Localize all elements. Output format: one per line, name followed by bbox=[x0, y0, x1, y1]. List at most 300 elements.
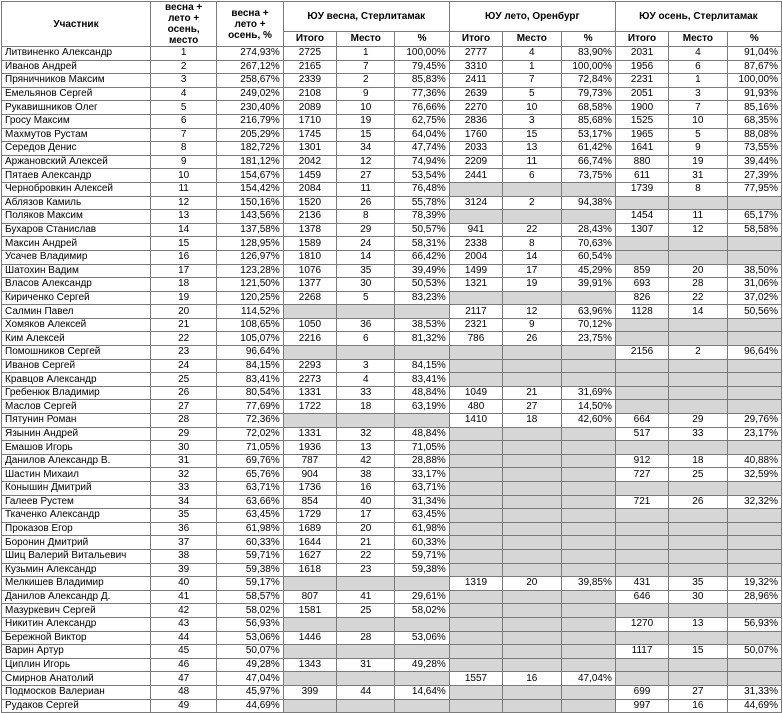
spring-percent-cell bbox=[395, 305, 449, 319]
spring-total-cell: 1689 bbox=[283, 522, 336, 536]
spring-total-cell: 1644 bbox=[283, 536, 336, 550]
autumn-percent-cell: 91,93% bbox=[727, 87, 781, 101]
table-row bbox=[2, 332, 782, 346]
autumn-total-cell bbox=[615, 373, 668, 387]
autumn-percent-cell bbox=[727, 373, 781, 387]
autumn-percent-cell bbox=[727, 672, 781, 686]
summer-percent-cell bbox=[561, 685, 615, 699]
spring-place-cell: 26 bbox=[337, 196, 395, 210]
summer-place-cell bbox=[503, 509, 561, 523]
summer-percent-cell: 60,54% bbox=[561, 250, 615, 264]
participant-name-cell: Максин Андрей bbox=[2, 237, 151, 251]
autumn-total-cell bbox=[615, 563, 668, 577]
subheader-percent: % bbox=[395, 31, 449, 46]
autumn-percent-cell: 37,02% bbox=[727, 291, 781, 305]
spring-total-cell: 1343 bbox=[283, 658, 336, 672]
summer-place-cell: 9 bbox=[503, 318, 561, 332]
summer-total-cell bbox=[449, 509, 502, 523]
autumn-total-cell bbox=[615, 522, 668, 536]
spring-percent-cell: 39,49% bbox=[395, 264, 449, 278]
spring-place-cell: 29 bbox=[337, 223, 395, 237]
total-percent-cell: 105,07% bbox=[217, 332, 283, 346]
autumn-percent-cell: 73,55% bbox=[727, 142, 781, 156]
total-percent-cell: 154,67% bbox=[217, 169, 283, 183]
participant-name-cell: Гросу Максим bbox=[2, 114, 151, 128]
summer-place-cell: 14 bbox=[503, 250, 561, 264]
summer-place-cell: 18 bbox=[503, 414, 561, 428]
spring-percent-cell: 79,45% bbox=[395, 60, 449, 74]
spring-place-cell: 20 bbox=[337, 522, 395, 536]
summer-total-cell: 786 bbox=[449, 332, 502, 346]
table-row bbox=[2, 482, 782, 496]
autumn-place-cell: 25 bbox=[669, 468, 727, 482]
summer-percent-cell bbox=[561, 454, 615, 468]
summer-percent-cell bbox=[561, 699, 615, 713]
total-place-cell: 38 bbox=[150, 549, 216, 563]
summer-total-cell: 1319 bbox=[449, 577, 502, 591]
summer-percent-cell: 42,60% bbox=[561, 414, 615, 428]
total-place-cell: 15 bbox=[150, 237, 216, 251]
autumn-place-cell bbox=[669, 509, 727, 523]
summer-place-cell: 26 bbox=[503, 332, 561, 346]
summer-total-cell: 480 bbox=[449, 400, 502, 414]
autumn-place-cell: 2 bbox=[669, 346, 727, 360]
summer-place-cell bbox=[503, 699, 561, 713]
autumn-place-cell bbox=[669, 441, 727, 455]
autumn-place-cell: 16 bbox=[669, 699, 727, 713]
summer-total-cell bbox=[449, 685, 502, 699]
participant-name-cell: Мазуркевич Сергей bbox=[2, 604, 151, 618]
autumn-percent-cell bbox=[727, 658, 781, 672]
table-row bbox=[2, 536, 782, 550]
spring-place-cell: 2 bbox=[337, 74, 395, 88]
spring-percent-cell: 38,53% bbox=[395, 318, 449, 332]
spring-percent-cell: 64,04% bbox=[395, 128, 449, 142]
spring-total-cell: 2108 bbox=[283, 87, 336, 101]
table-row bbox=[2, 318, 782, 332]
autumn-percent-cell bbox=[727, 386, 781, 400]
autumn-total-cell bbox=[615, 359, 668, 373]
total-place-cell: 1 bbox=[150, 47, 216, 61]
spring-place-cell bbox=[337, 577, 395, 591]
total-percent-cell: 249,02% bbox=[217, 87, 283, 101]
autumn-place-cell: 27 bbox=[669, 685, 727, 699]
summer-total-cell: 2639 bbox=[449, 87, 502, 101]
autumn-percent-cell bbox=[727, 441, 781, 455]
autumn-percent-cell bbox=[727, 536, 781, 550]
table-row bbox=[2, 196, 782, 210]
autumn-percent-cell bbox=[727, 549, 781, 563]
autumn-total-cell bbox=[615, 196, 668, 210]
total-place-cell: 43 bbox=[150, 617, 216, 631]
spring-place-cell: 10 bbox=[337, 101, 395, 115]
table-row bbox=[2, 114, 782, 128]
spring-total-cell: 1331 bbox=[283, 386, 336, 400]
participant-name-cell: Ким Алексей bbox=[2, 332, 151, 346]
spring-place-cell bbox=[337, 414, 395, 428]
spring-percent-cell: 29,61% bbox=[395, 590, 449, 604]
total-place-cell: 37 bbox=[150, 536, 216, 550]
subheader-total: Итого bbox=[449, 31, 502, 46]
total-place-cell: 32 bbox=[150, 468, 216, 482]
summer-place-cell: 2 bbox=[503, 196, 561, 210]
total-percent-cell: 59,71% bbox=[217, 549, 283, 563]
participant-name-cell: Циплин Игорь bbox=[2, 658, 151, 672]
autumn-percent-cell: 96,64% bbox=[727, 346, 781, 360]
spring-total-cell: 1446 bbox=[283, 631, 336, 645]
summer-total-cell bbox=[449, 346, 502, 360]
spring-place-cell: 5 bbox=[337, 291, 395, 305]
table-row bbox=[2, 400, 782, 414]
autumn-percent-cell: 58,58% bbox=[727, 223, 781, 237]
spring-place-cell: 40 bbox=[337, 495, 395, 509]
total-percent-cell: 114,52% bbox=[217, 305, 283, 319]
spring-percent-cell: 74,94% bbox=[395, 155, 449, 169]
spring-total-cell: 1745 bbox=[283, 128, 336, 142]
table-row bbox=[2, 495, 782, 509]
autumn-place-cell bbox=[669, 318, 727, 332]
total-percent-cell: 230,40% bbox=[217, 101, 283, 115]
total-place-cell: 48 bbox=[150, 685, 216, 699]
table-row bbox=[2, 373, 782, 387]
autumn-percent-cell bbox=[727, 332, 781, 346]
participant-name-cell: Шастин Михаил bbox=[2, 468, 151, 482]
spring-place-cell bbox=[337, 346, 395, 360]
summer-percent-cell: 28,43% bbox=[561, 223, 615, 237]
summer-total-cell bbox=[449, 617, 502, 631]
total-percent-cell: 143,56% bbox=[217, 210, 283, 224]
total-place-cell: 40 bbox=[150, 577, 216, 591]
total-place-cell: 3 bbox=[150, 74, 216, 88]
spring-total-cell: 787 bbox=[283, 454, 336, 468]
spring-total-cell bbox=[283, 645, 336, 659]
autumn-percent-cell bbox=[727, 318, 781, 332]
spring-percent-cell: 59,38% bbox=[395, 563, 449, 577]
spring-percent-cell: 49,28% bbox=[395, 658, 449, 672]
spring-percent-cell bbox=[395, 577, 449, 591]
autumn-percent-cell: 85,16% bbox=[727, 101, 781, 115]
autumn-percent-cell bbox=[727, 631, 781, 645]
table-row bbox=[2, 74, 782, 88]
autumn-percent-cell: 88,08% bbox=[727, 128, 781, 142]
summer-percent-cell bbox=[561, 563, 615, 577]
autumn-total-cell: 646 bbox=[615, 590, 668, 604]
autumn-total-cell: 1128 bbox=[615, 305, 668, 319]
total-percent-cell: 182,72% bbox=[217, 142, 283, 156]
summer-total-cell bbox=[449, 495, 502, 509]
total-place-cell: 19 bbox=[150, 291, 216, 305]
spring-total-cell bbox=[283, 577, 336, 591]
table-row bbox=[2, 128, 782, 142]
autumn-total-cell bbox=[615, 386, 668, 400]
total-percent-cell: 126,97% bbox=[217, 250, 283, 264]
spring-percent-cell: 50,57% bbox=[395, 223, 449, 237]
spring-percent-cell: 76,48% bbox=[395, 182, 449, 196]
participant-name-cell: Бережной Виктор bbox=[2, 631, 151, 645]
total-percent-cell: 181,12% bbox=[217, 155, 283, 169]
total-percent-cell: 77,69% bbox=[217, 400, 283, 414]
results-table bbox=[1, 1, 782, 713]
spring-total-cell: 1459 bbox=[283, 169, 336, 183]
summer-place-cell bbox=[503, 645, 561, 659]
table-row bbox=[2, 155, 782, 169]
spring-percent-cell: 58,31% bbox=[395, 237, 449, 251]
table-row bbox=[2, 699, 782, 713]
table-row bbox=[2, 672, 782, 686]
participant-name-cell: Аржановский Алексей bbox=[2, 155, 151, 169]
total-place-cell: 2 bbox=[150, 60, 216, 74]
summer-total-cell: 2338 bbox=[449, 237, 502, 251]
summer-percent-cell: 85,68% bbox=[561, 114, 615, 128]
summer-place-cell bbox=[503, 658, 561, 672]
summer-place-cell: 21 bbox=[503, 386, 561, 400]
total-percent-cell: 71,05% bbox=[217, 441, 283, 455]
table-row bbox=[2, 645, 782, 659]
spring-total-cell bbox=[283, 699, 336, 713]
participant-name-cell: Аблязов Камиль bbox=[2, 196, 151, 210]
total-place-cell: 20 bbox=[150, 305, 216, 319]
autumn-percent-cell: 28,96% bbox=[727, 590, 781, 604]
participant-name-cell: Усачев Владимир bbox=[2, 250, 151, 264]
autumn-place-cell: 1 bbox=[669, 74, 727, 88]
summer-place-cell bbox=[503, 468, 561, 482]
table-row bbox=[2, 414, 782, 428]
spring-place-cell bbox=[337, 672, 395, 686]
autumn-percent-cell: 23,17% bbox=[727, 427, 781, 441]
participant-name-cell: Шатохин Вадим bbox=[2, 264, 151, 278]
autumn-total-cell: 1956 bbox=[615, 60, 668, 74]
spring-total-cell: 904 bbox=[283, 468, 336, 482]
total-place-cell: 7 bbox=[150, 128, 216, 142]
summer-total-cell bbox=[449, 359, 502, 373]
summer-total-cell bbox=[449, 468, 502, 482]
autumn-percent-cell: 40,88% bbox=[727, 454, 781, 468]
table-row bbox=[2, 509, 782, 523]
total-percent-cell: 72,36% bbox=[217, 414, 283, 428]
autumn-percent-cell bbox=[727, 400, 781, 414]
spring-place-cell: 24 bbox=[337, 237, 395, 251]
participant-name-cell: Проказов Егор bbox=[2, 522, 151, 536]
autumn-place-cell: 11 bbox=[669, 210, 727, 224]
summer-place-cell bbox=[503, 522, 561, 536]
participant-name-cell: Никитин Александр bbox=[2, 617, 151, 631]
summer-total-cell: 941 bbox=[449, 223, 502, 237]
total-place-cell: 27 bbox=[150, 400, 216, 414]
summer-place-cell bbox=[503, 441, 561, 455]
summer-place-cell bbox=[503, 631, 561, 645]
total-percent-cell: 121,50% bbox=[217, 278, 283, 292]
summer-place-cell bbox=[503, 359, 561, 373]
spring-total-cell: 2089 bbox=[283, 101, 336, 115]
summer-total-cell bbox=[449, 427, 502, 441]
autumn-total-cell: 2031 bbox=[615, 47, 668, 61]
summer-percent-cell bbox=[561, 509, 615, 523]
summer-place-cell bbox=[503, 536, 561, 550]
summer-place-cell bbox=[503, 454, 561, 468]
autumn-total-cell bbox=[615, 604, 668, 618]
summer-place-cell: 12 bbox=[503, 305, 561, 319]
table-row bbox=[2, 250, 782, 264]
spring-percent-cell: 59,71% bbox=[395, 549, 449, 563]
autumn-place-cell bbox=[669, 237, 727, 251]
autumn-place-cell: 22 bbox=[669, 291, 727, 305]
spring-total-cell: 399 bbox=[283, 685, 336, 699]
summer-total-cell bbox=[449, 291, 502, 305]
summer-total-cell bbox=[449, 631, 502, 645]
participant-name-cell: Ткаченко Александр bbox=[2, 509, 151, 523]
spring-place-cell: 18 bbox=[337, 400, 395, 414]
table-row bbox=[2, 346, 782, 360]
autumn-total-cell: 1641 bbox=[615, 142, 668, 156]
summer-percent-cell bbox=[561, 482, 615, 496]
autumn-total-cell bbox=[615, 318, 668, 332]
autumn-total-cell: 721 bbox=[615, 495, 668, 509]
summer-place-cell bbox=[503, 590, 561, 604]
spring-percent-cell: 53,54% bbox=[395, 169, 449, 183]
spring-place-cell: 1 bbox=[337, 47, 395, 61]
participant-name-cell: Данилов Александр Д. bbox=[2, 590, 151, 604]
total-percent-cell: 63,45% bbox=[217, 509, 283, 523]
summer-percent-cell bbox=[561, 182, 615, 196]
summer-place-cell: 19 bbox=[503, 278, 561, 292]
spring-percent-cell: 48,84% bbox=[395, 386, 449, 400]
total-place-cell: 44 bbox=[150, 631, 216, 645]
summer-percent-cell: 31,69% bbox=[561, 386, 615, 400]
autumn-percent-cell: 50,56% bbox=[727, 305, 781, 319]
autumn-total-cell: 431 bbox=[615, 577, 668, 591]
spring-total-cell: 1729 bbox=[283, 509, 336, 523]
spring-percent-cell: 62,75% bbox=[395, 114, 449, 128]
summer-place-cell bbox=[503, 210, 561, 224]
total-place-cell: 13 bbox=[150, 210, 216, 224]
total-percent-cell: 56,93% bbox=[217, 617, 283, 631]
autumn-total-cell: 693 bbox=[615, 278, 668, 292]
total-place-cell: 6 bbox=[150, 114, 216, 128]
spring-place-cell: 19 bbox=[337, 114, 395, 128]
autumn-place-cell: 28 bbox=[669, 278, 727, 292]
spring-percent-cell: 55,78% bbox=[395, 196, 449, 210]
autumn-percent-cell: 39,44% bbox=[727, 155, 781, 169]
autumn-place-cell: 30 bbox=[669, 590, 727, 604]
spring-percent-cell bbox=[395, 617, 449, 631]
participant-name-cell: Салмин Павел bbox=[2, 305, 151, 319]
spring-total-cell: 1710 bbox=[283, 114, 336, 128]
summer-percent-cell: 61,42% bbox=[561, 142, 615, 156]
spring-total-cell bbox=[283, 617, 336, 631]
participant-name-cell: Маслов Сергей bbox=[2, 400, 151, 414]
total-percent-cell: 69,76% bbox=[217, 454, 283, 468]
autumn-total-cell: 1454 bbox=[615, 210, 668, 224]
spring-percent-cell: 31,34% bbox=[395, 495, 449, 509]
participant-name-cell: Галеев Рустем bbox=[2, 495, 151, 509]
autumn-total-cell bbox=[615, 250, 668, 264]
spring-place-cell: 41 bbox=[337, 590, 395, 604]
spring-place-cell: 27 bbox=[337, 169, 395, 183]
summer-total-cell bbox=[449, 563, 502, 577]
autumn-percent-cell: 19,32% bbox=[727, 577, 781, 591]
spring-total-cell bbox=[283, 346, 336, 360]
total-percent-cell: 267,12% bbox=[217, 60, 283, 74]
spring-total-cell: 2042 bbox=[283, 155, 336, 169]
total-place-cell: 23 bbox=[150, 346, 216, 360]
participant-name-cell: Иванов Сергей bbox=[2, 359, 151, 373]
autumn-total-cell bbox=[615, 549, 668, 563]
total-place-cell: 11 bbox=[150, 182, 216, 196]
spring-total-cell: 1618 bbox=[283, 563, 336, 577]
table-row bbox=[2, 210, 782, 224]
summer-total-cell bbox=[449, 699, 502, 713]
spring-place-cell: 25 bbox=[337, 604, 395, 618]
autumn-total-cell bbox=[615, 672, 668, 686]
summer-total-cell: 2411 bbox=[449, 74, 502, 88]
total-place-cell: 33 bbox=[150, 482, 216, 496]
spring-place-cell: 12 bbox=[337, 155, 395, 169]
summer-place-cell: 20 bbox=[503, 577, 561, 591]
spring-total-cell bbox=[283, 672, 336, 686]
summer-place-cell: 16 bbox=[503, 672, 561, 686]
total-percent-cell: 61,98% bbox=[217, 522, 283, 536]
summer-percent-cell: 100,00% bbox=[561, 60, 615, 74]
summer-place-cell bbox=[503, 604, 561, 618]
spring-percent-cell bbox=[395, 414, 449, 428]
total-place-cell: 28 bbox=[150, 414, 216, 428]
autumn-percent-cell bbox=[727, 250, 781, 264]
autumn-percent-cell bbox=[727, 359, 781, 373]
total-percent-cell: 58,57% bbox=[217, 590, 283, 604]
autumn-place-cell bbox=[669, 563, 727, 577]
participant-name-cell: Поляков Максим bbox=[2, 210, 151, 224]
participant-name-cell: Бухаров Станислав bbox=[2, 223, 151, 237]
spring-percent-cell: 76,66% bbox=[395, 101, 449, 115]
summer-place-cell bbox=[503, 495, 561, 509]
summer-place-cell: 17 bbox=[503, 264, 561, 278]
summer-place-cell: 5 bbox=[503, 87, 561, 101]
participant-name-cell: Кравцов Александр bbox=[2, 373, 151, 387]
autumn-place-cell bbox=[669, 522, 727, 536]
spring-place-cell: 11 bbox=[337, 182, 395, 196]
total-place-cell: 18 bbox=[150, 278, 216, 292]
table-row bbox=[2, 47, 782, 61]
autumn-total-cell: 1525 bbox=[615, 114, 668, 128]
spring-place-cell: 31 bbox=[337, 658, 395, 672]
autumn-percent-cell: 65,17% bbox=[727, 210, 781, 224]
autumn-total-cell: 1117 bbox=[615, 645, 668, 659]
summer-place-cell bbox=[503, 182, 561, 196]
summer-place-cell bbox=[503, 617, 561, 631]
participant-name-cell: Власов Александр bbox=[2, 278, 151, 292]
autumn-place-cell: 4 bbox=[669, 47, 727, 61]
participant-name-cell: Иванов Андрей bbox=[2, 60, 151, 74]
summer-place-cell: 15 bbox=[503, 128, 561, 142]
autumn-place-cell: 9 bbox=[669, 142, 727, 156]
spring-place-cell: 28 bbox=[337, 631, 395, 645]
total-place-cell: 10 bbox=[150, 169, 216, 183]
spring-total-cell: 1722 bbox=[283, 400, 336, 414]
total-place-cell: 8 bbox=[150, 142, 216, 156]
spring-percent-cell: 85,83% bbox=[395, 74, 449, 88]
autumn-place-cell: 12 bbox=[669, 223, 727, 237]
autumn-total-cell: 727 bbox=[615, 468, 668, 482]
participant-name-cell: Рукавишников Олег bbox=[2, 101, 151, 115]
spring-place-cell: 8 bbox=[337, 210, 395, 224]
spring-percent-cell: 66,42% bbox=[395, 250, 449, 264]
total-place-cell: 22 bbox=[150, 332, 216, 346]
summer-percent-cell: 14,50% bbox=[561, 400, 615, 414]
participant-name-cell: Шиц Валерий Витальевич bbox=[2, 549, 151, 563]
spring-total-cell: 2725 bbox=[283, 47, 336, 61]
participant-name-cell: Литвиненко Александр bbox=[2, 47, 151, 61]
total-percent-cell: 258,67% bbox=[217, 74, 283, 88]
